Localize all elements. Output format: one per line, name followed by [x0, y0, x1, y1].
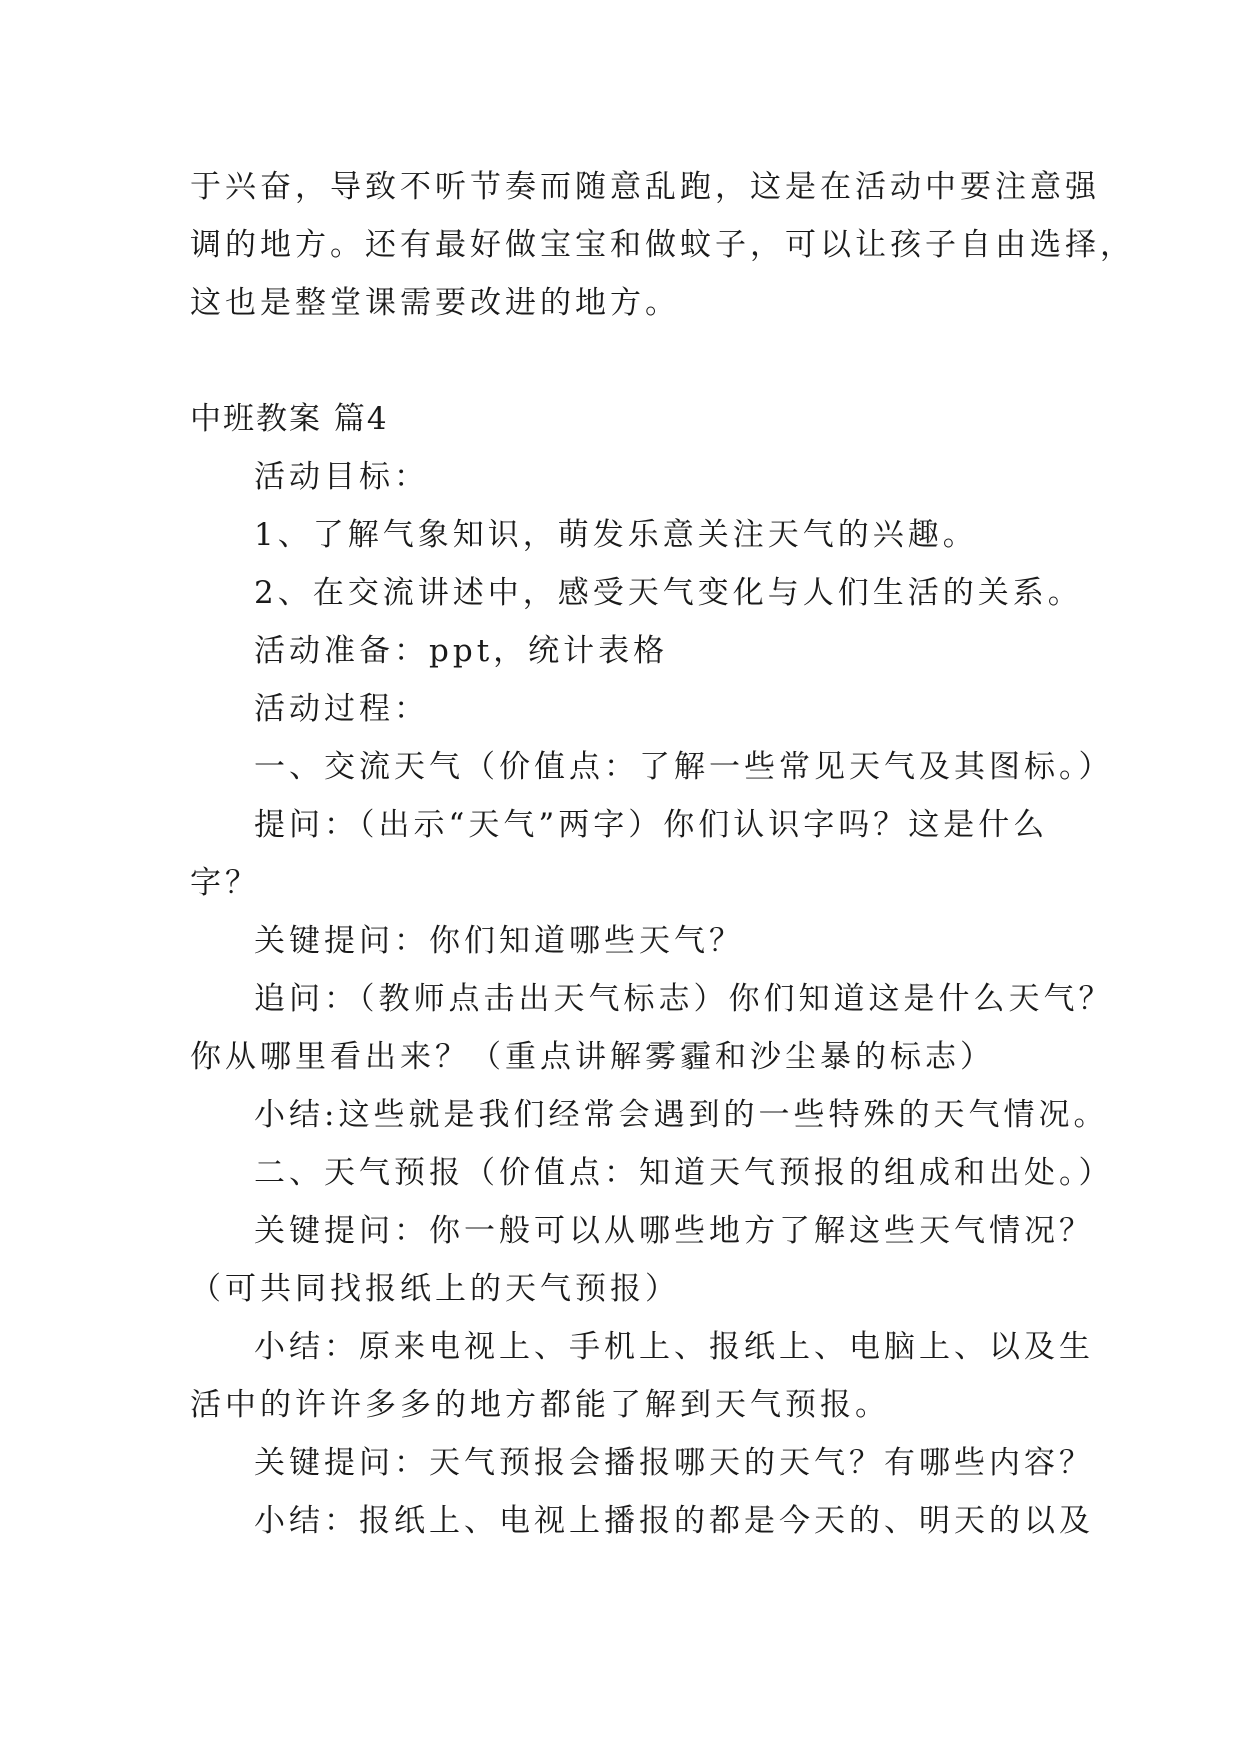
paragraph-line: 字？ — [190, 865, 260, 901]
paragraph-line: 关键提问：你们知道哪些天气？ — [254, 923, 744, 959]
section-title: 中班教案 篇4 — [190, 401, 389, 437]
paragraph-line: （可共同找报纸上的天气预报） — [190, 1271, 680, 1307]
paragraph-line: 2、在交流讲述中，感受天气变化与人们生活的关系。 — [254, 575, 1083, 611]
paragraph-line: 活动目标： — [254, 459, 429, 495]
paragraph-line: 小结：报纸上、电视上播报的都是今天的、明天的以及 — [254, 1503, 1094, 1539]
paragraph-line: 关键提问：天气预报会播报哪天的天气？有哪些内容？ — [254, 1445, 1094, 1481]
paragraph-line: 于兴奋，导致不听节奏而随意乱跑，这是在活动中要注意强 — [190, 169, 1100, 205]
paragraph-line: 你从哪里看出来？（重点讲解雾霾和沙尘暴的标志） — [190, 1039, 995, 1075]
paragraph-line: 关键提问：你一般可以从哪些地方了解这些天气情况？ — [254, 1213, 1094, 1249]
paragraph-line: 1、了解气象知识，萌发乐意关注天气的兴趣。 — [254, 517, 978, 553]
paragraph-line: 追问：（教师点击出天气标志）你们知道这是什么天气？ — [254, 981, 1114, 1017]
paragraph-line: 活动过程： — [254, 691, 429, 727]
paragraph-line: 二、天气预报（价值点：知道天气预报的组成和出处。） — [254, 1155, 1114, 1191]
paragraph-line: 小结：原来电视上、手机上、报纸上、电脑上、以及生 — [254, 1329, 1094, 1365]
document-body — [190, 158, 1135, 1550]
paragraph-line: 这也是整堂课需要改进的地方。 — [190, 285, 680, 321]
paragraph-line: 一、交流天气（价值点：了解一些常见天气及其图标。） — [254, 749, 1114, 785]
paragraph-line: 活动准备：ppt，统计表格 — [254, 633, 669, 669]
paragraph-line: 小结:这些就是我们经常会遇到的一些特殊的天气情况。 — [254, 1097, 1109, 1133]
paragraph-line: 活中的许许多多的地方都能了解到天气预报。 — [190, 1387, 890, 1423]
section-body — [190, 448, 1114, 1550]
paragraph-line: 提问：（出示“天气”两字）你们认识字吗？这是什么 — [254, 807, 1049, 843]
paragraph-line: 调的地方。还有最好做宝宝和做蚊子，可以让孩子自由选择， — [190, 227, 1135, 263]
section-spacer — [190, 332, 1070, 390]
